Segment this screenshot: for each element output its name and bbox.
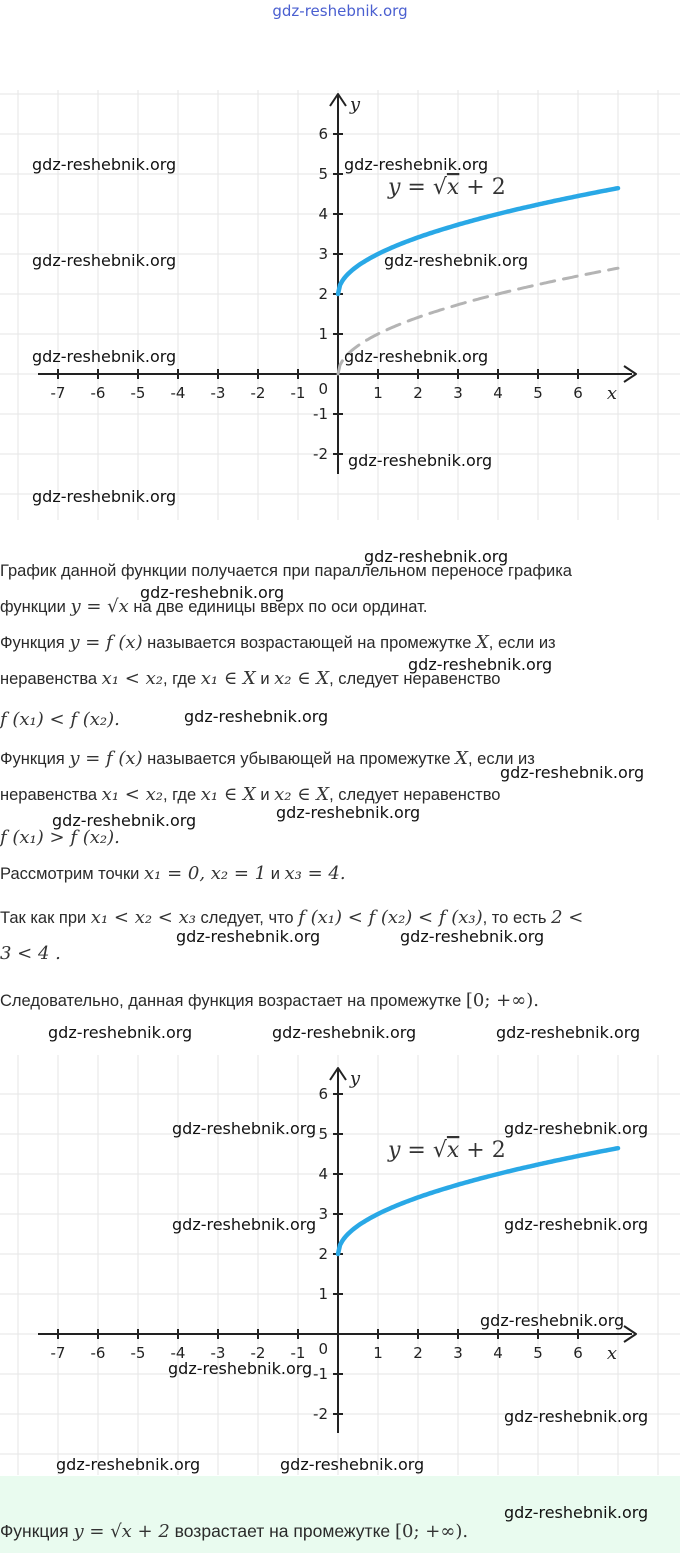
- watermark: gdz-reshebnik.org: [32, 251, 177, 270]
- y-tick-label: 1: [318, 325, 328, 343]
- text-line-6: Функция y = f (x) называется убывающей на промежутке X, если из: [0, 748, 535, 769]
- y-tick-label: 2: [318, 1245, 328, 1263]
- y-tick-label: 4: [318, 205, 328, 223]
- text-line-3: Функция y = f (x) называется возрастающей на промежутке X, если из: [0, 632, 556, 653]
- watermark: gdz-reshebnik.org: [504, 1215, 649, 1234]
- x-tick-label: -3: [210, 1344, 226, 1362]
- x-tick-label: 5: [533, 384, 543, 402]
- text-line-4: неравенства x₁ < x₂, где x₁ ∈ X и x₂ ∈ X, следует неравенство: [0, 668, 501, 689]
- text-line-2: функции y = √x на две единицы вверх по оси ординат.: [0, 596, 428, 617]
- x-axis-label: x: [606, 383, 618, 404]
- text-line-8: f (x₁) > f (x₂).: [0, 827, 120, 848]
- curve-sqrt-x-plus-2: [338, 1148, 618, 1254]
- watermark: gdz-reshebnik.org: [408, 655, 553, 674]
- origin-label: 0: [318, 1340, 328, 1358]
- x-tick-label: 1: [373, 1344, 383, 1362]
- watermark: gdz-reshebnik.org: [140, 583, 285, 602]
- watermark: gdz-reshebnik.org: [272, 1023, 417, 1042]
- x-tick-label: 6: [573, 384, 583, 402]
- y-tick-label: -1: [313, 405, 328, 423]
- x-tick-label: -1: [290, 384, 306, 402]
- x-tick-label: 4: [493, 1344, 503, 1362]
- watermark: gdz-reshebnik.org: [276, 803, 421, 822]
- watermark: gdz-reshebnik.org: [504, 1119, 649, 1138]
- x-tick-label: 6: [573, 1344, 583, 1362]
- x-tick-label: -6: [90, 384, 106, 402]
- site-watermark-top: gdz-reshebnik.org: [272, 2, 408, 20]
- x-tick-label: -4: [170, 1344, 186, 1362]
- x-tick-label: 3: [453, 384, 463, 402]
- watermark: gdz-reshebnik.org: [32, 155, 177, 174]
- watermark: gdz-reshebnik.org: [172, 1119, 317, 1138]
- y-tick-label: 3: [318, 1205, 328, 1223]
- formula-label: y = √x + 2: [388, 1138, 506, 1163]
- y-tick-label: 5: [318, 1125, 328, 1143]
- watermark: gdz-reshebnik.org: [496, 1023, 641, 1042]
- x-axis-label: x: [606, 1343, 618, 1364]
- x-tick-label: -6: [90, 1344, 106, 1362]
- watermark: gdz-reshebnik.org: [172, 1215, 317, 1234]
- y-axis-label: y: [349, 1068, 361, 1089]
- watermark: gdz-reshebnik.org: [176, 927, 321, 946]
- watermark: gdz-reshebnik.org: [184, 707, 329, 726]
- watermark: gdz-reshebnik.org: [504, 1407, 649, 1426]
- watermark: gdz-reshebnik.org: [48, 1023, 193, 1042]
- text-line-7: неравенства x₁ < x₂, где x₁ ∈ X и x₂ ∈ X, следует неравенство: [0, 784, 501, 805]
- y-tick-label: 5: [318, 165, 328, 183]
- x-tick-label: 1: [373, 384, 383, 402]
- text-line-1: График данной функции получается при параллельном переносе графика: [0, 562, 572, 580]
- answer-text: Функция y = √x + 2 возрастает на промежутке [0; +∞).: [0, 1521, 469, 1542]
- x-tick-label: 3: [453, 1344, 463, 1362]
- x-tick-label: -2: [250, 1344, 266, 1362]
- y-tick-label: 3: [318, 245, 328, 263]
- text-line-9: Рассмотрим точки x₁ = 0, x₂ = 1 и x₃ = 4.: [0, 863, 346, 884]
- watermark: gdz-reshebnik.org: [384, 251, 529, 270]
- watermark: gdz-reshebnik.org: [344, 347, 489, 366]
- y-tick-label: 2: [318, 285, 328, 303]
- y-tick-label: 4: [318, 1165, 328, 1183]
- watermark: gdz-reshebnik.org: [168, 1359, 313, 1378]
- x-tick-label: -1: [290, 1344, 306, 1362]
- text-line-5: f (x₁) < f (x₂).: [0, 709, 120, 730]
- text-line-11: 3 < 4 .: [0, 943, 61, 964]
- y-tick-label: -2: [313, 1405, 328, 1423]
- x-tick-label: 2: [413, 384, 423, 402]
- x-tick-label: 2: [413, 1344, 423, 1362]
- y-tick-label: 1: [318, 1285, 328, 1303]
- y-axis-label: y: [349, 94, 361, 115]
- text-line-10: Так как при x₁ < x₂ < x₃ следует, что f (x₁) < f (x₂) < f (x₃), то есть 2 <: [0, 907, 584, 928]
- x-tick-label: -7: [50, 384, 66, 402]
- watermark: gdz-reshebnik.org: [344, 155, 489, 174]
- y-tick-label: -1: [313, 1365, 328, 1383]
- x-tick-label: -3: [210, 384, 226, 402]
- x-tick-label: 4: [493, 384, 503, 402]
- x-tick-label: -5: [130, 384, 146, 402]
- watermark: gdz-reshebnik.org: [504, 1503, 649, 1522]
- y-tick-label: -2: [313, 445, 328, 463]
- x-tick-label: -5: [130, 1344, 146, 1362]
- y-tick-label: 6: [318, 1085, 328, 1103]
- x-tick-label: -2: [250, 384, 266, 402]
- watermark: gdz-reshebnik.org: [400, 927, 545, 946]
- x-tick-label: 5: [533, 1344, 543, 1362]
- y-tick-label: 6: [318, 125, 328, 143]
- watermark: gdz-reshebnik.org: [480, 1311, 625, 1330]
- watermark: gdz-reshebnik.org: [32, 487, 177, 506]
- curve-sqrt-x-plus-2: [338, 188, 618, 294]
- x-tick-label: -7: [50, 1344, 66, 1362]
- watermark: gdz-reshebnik.org: [32, 347, 177, 366]
- watermark: gdz-reshebnik.org: [500, 763, 645, 782]
- text-line-12: Следовательно, данная функция возрастает на промежутке [0; +∞).: [0, 990, 539, 1011]
- x-tick-label: -4: [170, 384, 186, 402]
- watermark: gdz-reshebnik.org: [348, 451, 493, 470]
- watermark: gdz-reshebnik.org: [56, 1455, 201, 1474]
- origin-label: 0: [318, 380, 328, 398]
- formula-label: y = √x + 2: [388, 175, 506, 200]
- watermark: gdz-reshebnik.org: [280, 1455, 425, 1474]
- watermark: gdz-reshebnik.org: [52, 811, 197, 830]
- watermark: gdz-reshebnik.org: [364, 547, 509, 566]
